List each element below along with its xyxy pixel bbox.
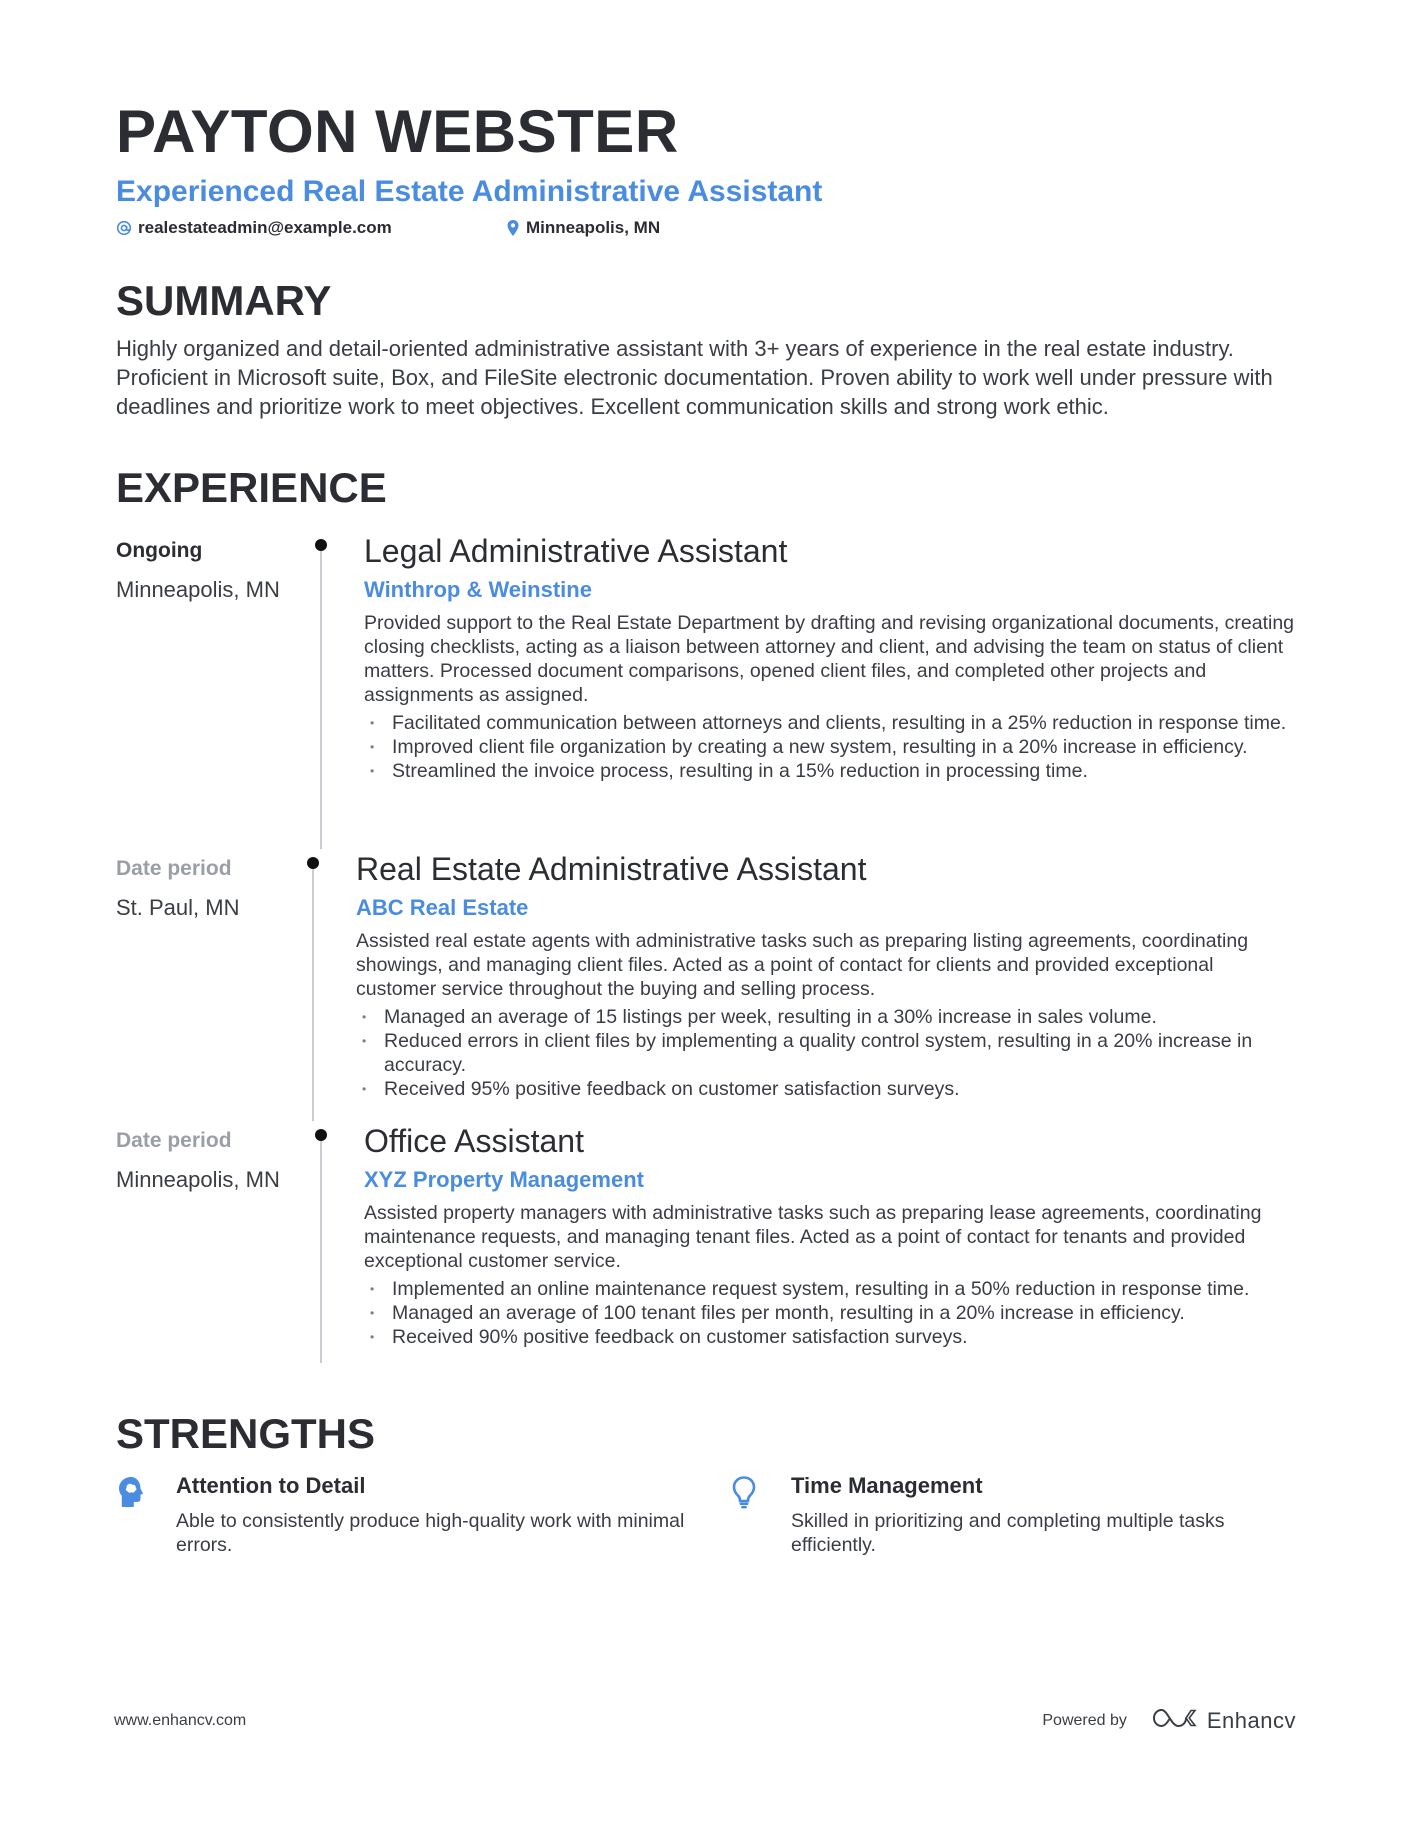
job-title: Legal Administrative Assistant (364, 533, 788, 569)
timeline-dot (315, 539, 327, 551)
page-footer (114, 1706, 1296, 1736)
contact-location (506, 218, 660, 238)
job-description: Assisted real estate agents with administrative tasks such as preparing listing agreements, coordinating showings, and managing client files. Acted as a point of contact for clients and provided exceptional customer service throughout the buying and selling process. (356, 930, 1249, 1000)
job-description: Provided support to the Real Estate Department by drafting and revising organizational documents, creating closing checklists, acting as a liaison between attorney and client, and advising the team on status of client matters. Processed document comparisons, opened client files, and completed other projects and assignments as assigned. (364, 612, 1295, 706)
summary-title: SUMMARY (116, 277, 332, 324)
experience-date: Ongoing (116, 539, 203, 562)
at-icon (116, 220, 132, 236)
company-name[interactable]: ABC Real Estate (356, 895, 529, 920)
achievement-list (364, 711, 1296, 783)
achievement-item: • Received 95% positive feedback on customer satisfaction surveys. (356, 1077, 1296, 1101)
experience-body (364, 1121, 1296, 1391)
location-text: Minneapolis, MN (526, 218, 661, 237)
lightbulb-icon (731, 1473, 791, 1557)
timeline-dot (307, 857, 319, 869)
brand-logo[interactable] (1151, 1706, 1296, 1736)
candidate-headline: Experienced Real Estate Administrative Assistant (116, 175, 823, 208)
experience-meta (116, 531, 316, 849)
strength-item (116, 1473, 731, 1557)
achievement-item: • Improved client file organization by creating a new system, resulting in a 20% increase in efficiency. (364, 735, 1296, 759)
experience-body (364, 531, 1296, 849)
achievement-list (364, 1277, 1296, 1349)
experience-title: EXPERIENCE (116, 464, 387, 511)
experience-location: Minneapolis, MN (116, 577, 280, 602)
strengths-section (116, 1409, 1296, 1557)
brand-name: Enhancv (1206, 1708, 1296, 1733)
contact-email[interactable] (116, 218, 506, 238)
strength-description: Able to consistently produce high-quality work with minimal errors. (176, 1510, 685, 1556)
experience-item (116, 531, 1296, 849)
achievement-item: • Reduced errors in client files by implementing a quality control system, resulting in a 20% increase in accuracy. (356, 1029, 1296, 1077)
company-name[interactable]: XYZ Property Management (364, 1167, 644, 1192)
experience-location: St. Paul, MN (116, 895, 240, 920)
enhancv-logo-icon (1151, 1706, 1197, 1736)
strength-content (176, 1473, 731, 1557)
experience-item (116, 849, 1296, 1121)
timeline-rail (320, 541, 322, 849)
candidate-name: PAYTON WEBSTER (116, 98, 679, 165)
footer-website-link[interactable]: www.enhancv.com (114, 1712, 247, 1729)
strength-content (791, 1473, 1296, 1557)
achievement-item: • Managed an average of 100 tenant files per month, resulting in a 20% increase in efficiency. (364, 1301, 1296, 1325)
powered-by-label: Powered by (1042, 1712, 1127, 1729)
email-text: realestateadmin@example.com (138, 218, 392, 237)
strength-title: Attention to Detail (176, 1473, 366, 1498)
timeline-rail (320, 1131, 322, 1363)
experience-meta (116, 849, 316, 1121)
strength-item (731, 1473, 1296, 1557)
strength-description: Skilled in prioritizing and completing multiple tasks efficiently. (791, 1510, 1225, 1556)
achievement-item: • Facilitated communication between attorneys and clients, resulting in a 25% reduction in response time. (364, 711, 1296, 735)
achievement-item: • Managed an average of 15 listings per week, resulting in a 30% increase in sales volume. (356, 1005, 1296, 1029)
timeline-rail (312, 859, 314, 1121)
strengths-title: STRENGTHS (116, 1410, 376, 1457)
job-description: Assisted property managers with administrative tasks such as preparing lease agreements, coordinating maintenance requests, and managing tenant files. Acted as a point of contact for tenants and provided exceptional customer service. (364, 1202, 1262, 1272)
job-title: Office Assistant (364, 1123, 584, 1159)
experience-item (116, 1121, 1296, 1391)
experience-meta (116, 1121, 316, 1391)
resume-page (116, 96, 1296, 1557)
experience-date: Date period (116, 1129, 232, 1152)
experience-body (356, 849, 1296, 1121)
summary-text: Highly organized and detail-oriented administrative assistant with 3+ years of experience in the real estate industry. Proficient in Microsoft suite, Box, and FileSite electronic documentation. Proven ability to work well under pressure with deadlines and prioritize work to meet objectives. Excellent communication skills and strong work ethic. (116, 336, 1273, 419)
achievement-list (356, 1005, 1296, 1101)
achievement-item: • Received 90% positive feedback on customer satisfaction surveys. (364, 1325, 1296, 1349)
timeline-dot (315, 1129, 327, 1141)
contact-row (116, 218, 1296, 238)
summary-section (116, 276, 1296, 421)
head-brain-icon (116, 1473, 176, 1557)
job-title: Real Estate Administrative Assistant (356, 851, 867, 887)
achievement-item: • Implemented an online maintenance request system, resulting in a 50% reduction in response time. (364, 1277, 1296, 1301)
strength-title: Time Management (791, 1473, 983, 1498)
experience-section (116, 463, 1296, 1391)
strengths-grid (116, 1473, 1296, 1557)
powered-by (1042, 1706, 1296, 1736)
experience-date: Date period (116, 857, 232, 880)
achievement-item: • Streamlined the invoice process, resulting in a 15% reduction in processing time. (364, 759, 1296, 783)
map-pin-icon (506, 219, 520, 237)
company-name[interactable]: Winthrop & Weinstine (364, 577, 592, 602)
experience-location: Minneapolis, MN (116, 1167, 280, 1192)
